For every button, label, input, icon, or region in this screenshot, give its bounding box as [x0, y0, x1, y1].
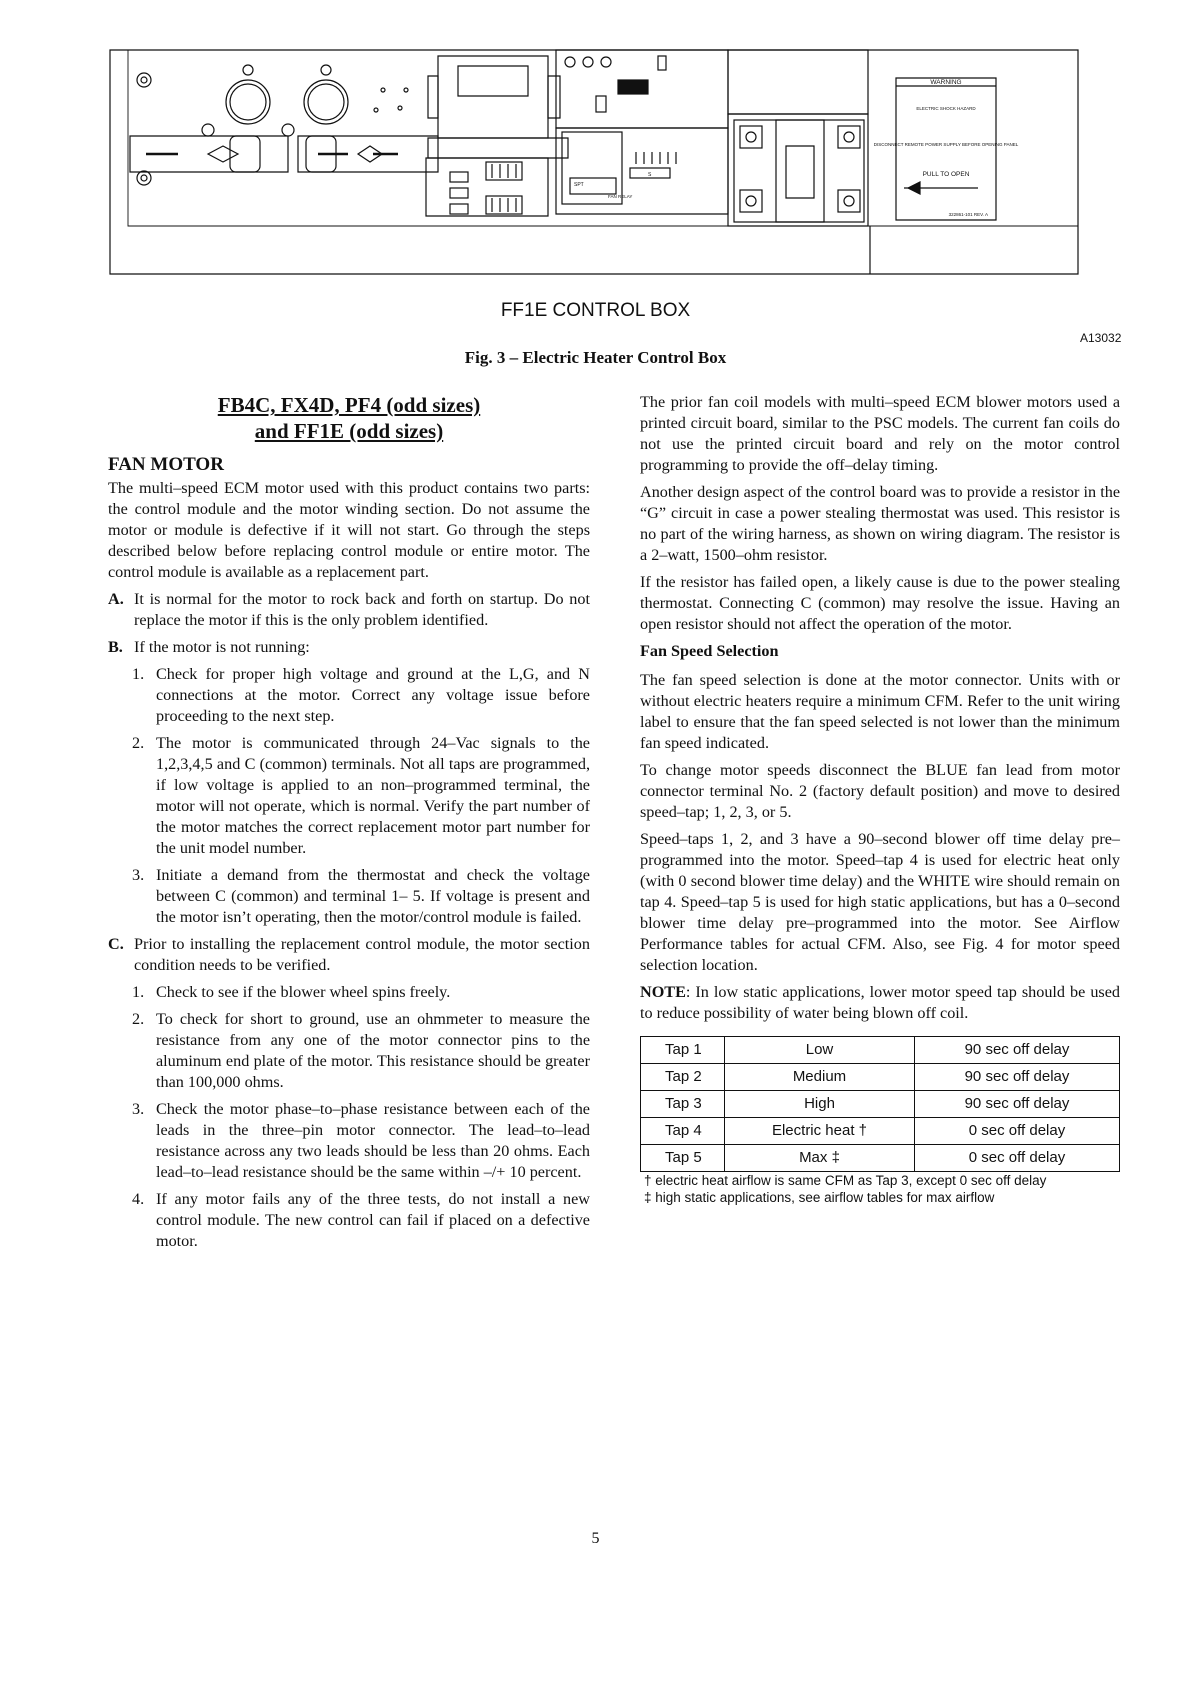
table-cell: Tap 2 — [641, 1064, 725, 1091]
part-label: 322861-101 REV. A — [948, 212, 988, 217]
item-b-label: B. — [108, 638, 123, 656]
table-cell: 90 sec off delay — [915, 1064, 1120, 1091]
item-c4-text: If any motor fails any of the three tests, do not install a new control module. The new control can fail if placed on a defective motor. — [156, 1190, 590, 1250]
item-b1 — [132, 664, 590, 727]
item-c-label: C. — [108, 935, 124, 953]
pull-label: PULL TO OPEN — [922, 171, 970, 178]
speed-tap-table — [640, 1036, 1120, 1172]
table-cell: 0 sec off delay — [915, 1145, 1120, 1172]
table-row — [641, 1145, 1120, 1172]
item-c — [108, 934, 590, 976]
table-cell: Low — [725, 1037, 915, 1064]
table-cell: Max ‡ — [725, 1145, 915, 1172]
intro-paragraph: The multi–speed ECM motor used with this product contains two parts: the control module and the motor winding section. Do not assume the motor or module is defective if it will not start. Go through the steps described below before replacing control module or entire motor. The control module is available as a replacement part. — [108, 479, 590, 581]
table-row — [641, 1118, 1120, 1145]
warning-label: WARNING — [930, 79, 962, 86]
left-column — [108, 392, 590, 1258]
item-b-text: If the motor is not running: — [134, 638, 310, 656]
item-c2-text: To check for short to ground, use an ohmmeter to measure the resistance from any one of the motor connector pins to the aluminum end plate of the motor. This resistance should be greater than 100,000 ohms. — [156, 1010, 590, 1091]
item-c4 — [132, 1189, 590, 1252]
footnote-double-dagger: ‡ high static applications, see airflow tables for max airflow — [644, 1190, 995, 1205]
table-cell: High — [725, 1091, 915, 1118]
figure-caption: Fig. 3 – Electric Heater Control Box — [464, 348, 727, 367]
item-a-text: It is normal for the motor to rock back and forth on startup. Do not replace the motor if this is the only problem identified. — [134, 590, 590, 629]
item-c3 — [132, 1099, 590, 1183]
table-row — [641, 1091, 1120, 1118]
item-a — [108, 589, 590, 631]
fan-relay-label: FAN RELAY — [608, 194, 633, 199]
paragraph-3: If the resistor has failed open, a likely cause is due to the power stealing thermostat. Connecting C (common) may resolve the issue. Having an open resistor should not affect the operation of the motor. — [640, 573, 1120, 633]
item-b3 — [132, 865, 590, 928]
item-c1-text: Check to see if the blower wheel spins freely. — [156, 983, 451, 1001]
table-cell: Tap 1 — [641, 1037, 725, 1064]
item-c3-text: Check the motor phase–to–phase resistance between each of the leads in the three–pin motor connector. The lead–to–lead resistance across any two leads should be less than 20 ohms. Each lead–to–lead resistance should be the same within –/+ 10 percent. — [156, 1100, 590, 1181]
section-heading-line1: FB4C, FX4D, PF4 (odd sizes) — [217, 393, 481, 417]
item-a-label: A. — [108, 590, 124, 608]
table-cell: Medium — [725, 1064, 915, 1091]
item-c1-label: 1. — [132, 983, 145, 1001]
item-c2 — [132, 1009, 590, 1093]
s-label: S — [648, 172, 652, 178]
table-cell: 90 sec off delay — [915, 1037, 1120, 1064]
fan-motor-heading: FAN MOTOR — [108, 454, 224, 475]
table-cell: Tap 4 — [641, 1118, 725, 1145]
table-row — [641, 1064, 1120, 1091]
note-label: NOTE — [640, 983, 686, 1001]
figure-code: A13032 — [1080, 331, 1122, 345]
footnote-dagger: † electric heat airflow is same CFM as Tap 3, except 0 sec off delay — [644, 1173, 1047, 1188]
fan-speed-heading: Fan Speed Selection — [640, 642, 779, 660]
section-heading-line2: and FF1E (odd sizes) — [254, 419, 444, 443]
item-c3-label: 3. — [132, 1100, 145, 1118]
shock-label: ELECTRIC SHOCK HAZARD — [916, 106, 976, 111]
item-b3-text: Initiate a demand from the thermostat and check the voltage between C (common) and terminal 1– 5. If voltage is present and the motor isn’t operating, then the motor/control module is failed. — [156, 866, 590, 926]
paragraph-4: The fan speed selection is done at the motor connector. Units with or without electric heaters require a minimum CFM. Refer to the unit wiring label to ensure that the fan speed selected is not lower than the minimum fan speed indicated. — [640, 671, 1120, 752]
page-number: 5 — [591, 1530, 600, 1547]
paragraph-2: Another design aspect of the control board was to provide a resistor in the “G” circuit in case a power stealing thermostat was used. This resistor is no part of the wiring harness, as shown on wiring diagram. The resistor is a 2–watt, 1500–ohm resistor. — [640, 483, 1120, 564]
table-row — [641, 1037, 1120, 1064]
paragraph-6: Speed–taps 1, 2, and 3 have a 90–second blower off time delay pre–programmed into the motor. Speed–tap 4 is used for electric heat only (with 0 second blower time delay) and the WHITE wire should remain on tap 4. Speed–tap 5 is used for high static applications, but has a 0–second blower time delay pre–programmed into the motor. See Airflow Performance tables for actual CFM. Also, see Fig. 4 for motor speed selection location. — [640, 830, 1120, 974]
item-c2-label: 2. — [132, 1010, 145, 1028]
note-text: : In low static applications, lower motor speed tap should be used to reduce possibility of water being blown off coil. — [640, 983, 1120, 1022]
right-column — [640, 392, 1120, 1206]
table-cell: Electric heat † — [725, 1118, 915, 1145]
item-b2-text: The motor is communicated through 24–Vac signals to the 1,2,3,4,5 and C (common) terminals. Not all taps are programmed, if low voltage is applied to an non–programmed terminal, the motor will not operate, which is normal. Verify the part number of the motor matches the correct replacement motor part number for the unit model number. — [156, 734, 590, 857]
item-b2-label: 2. — [132, 734, 145, 752]
table-cell: Tap 5 — [641, 1145, 725, 1172]
item-c4-label: 4. — [132, 1190, 145, 1208]
paragraph-1: The prior fan coil models with multi–speed ECM blower motors used a printed circuit board, similar to the PSC models. The current fan coils do not use the printed circuit board and rely on the motor control programming to provide the off–delay timing. — [640, 393, 1120, 474]
table-cell: Tap 3 — [641, 1091, 725, 1118]
item-c-text: Prior to installing the replacement control module, the motor section condition needs to be verified. — [134, 935, 590, 974]
item-b3-label: 3. — [132, 866, 145, 884]
table-cell: 0 sec off delay — [915, 1118, 1120, 1145]
item-b1-label: 1. — [132, 665, 145, 683]
control-box-diagram — [108, 48, 1080, 278]
item-c1 — [132, 982, 590, 1003]
note-paragraph — [640, 982, 1120, 1024]
item-b1-text: Check for proper high voltage and ground at the L,G, and N connections at the motor. Correct any voltage issue before proceeding to the next step. — [156, 665, 590, 725]
item-b2 — [132, 733, 590, 859]
item-b — [108, 637, 590, 658]
disconnect-label: DISCONNECT REMOTE POWER SUPPLY BEFORE OPENING PANEL — [873, 142, 1019, 147]
figure-box-label: FF1E CONTROL BOX — [500, 300, 691, 321]
table-cell: 90 sec off delay — [915, 1091, 1120, 1118]
spt-label: SPT — [574, 182, 584, 188]
paragraph-5: To change motor speeds disconnect the BLUE fan lead from motor connector terminal No. 2 (factory default position) and move to desired speed–tap; 1, 2, 3, or 5. — [640, 761, 1120, 821]
